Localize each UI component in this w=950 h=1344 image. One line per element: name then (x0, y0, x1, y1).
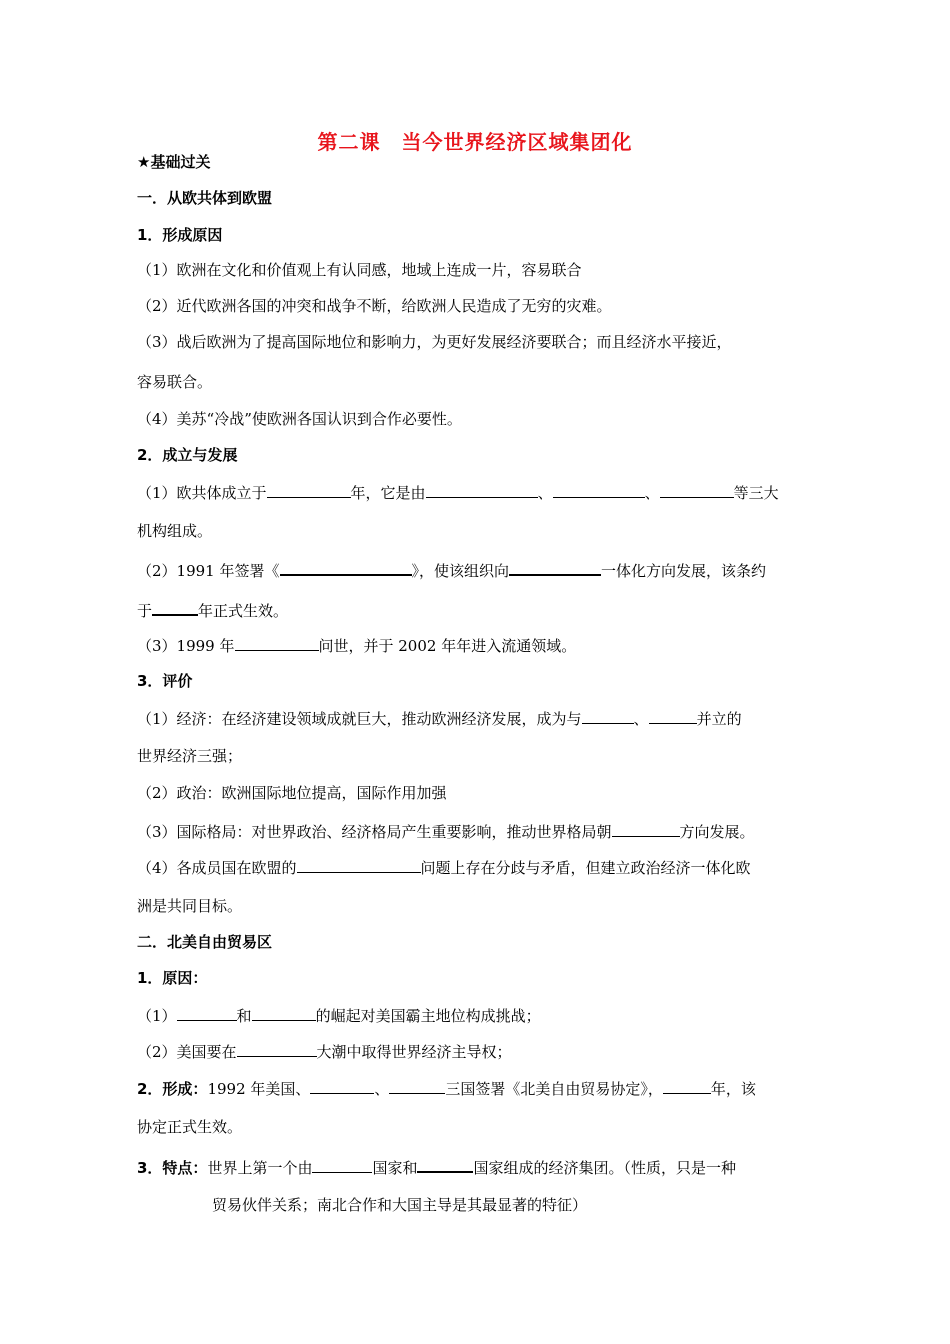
founding-3 (137, 634, 817, 656)
founding-2-cont (137, 598, 817, 621)
text: 国家和 (372, 1159, 418, 1177)
text: 、 (374, 1080, 390, 1098)
text: 、 (537, 484, 553, 502)
cause-2: （2）近代欧洲各国的冲突和战争不断，给欧洲人民造成了无穷的灾难。 (137, 297, 612, 315)
blank (235, 634, 319, 651)
cause-3: （3）战后欧洲为了提高国际地位和影响力，为更好发展经济要联合；而且经济水平接近， (137, 333, 732, 351)
blank (280, 558, 412, 576)
text: （1） (137, 1007, 177, 1025)
text: 、 (644, 484, 660, 502)
text: 1992 年美国、 (207, 1080, 311, 1098)
evaluation-3 (137, 820, 817, 842)
nafta-formation (137, 1077, 817, 1099)
text: 并立的 (696, 710, 742, 728)
cause-3-cont: 容易联合。 (137, 373, 213, 391)
text: 问题上存在分歧与矛盾，但建立政治经济一体化欧 (420, 859, 751, 877)
text: （2）1991 年签署《 (137, 562, 280, 580)
blank (297, 856, 421, 873)
heading-evaluation: 3．评价 (137, 672, 193, 690)
blank (553, 481, 645, 498)
blank (660, 481, 734, 498)
text: 等三大 (733, 484, 779, 502)
blank (509, 558, 601, 576)
section-basic-heading: ★基础过关 (137, 153, 211, 171)
blank (267, 481, 351, 498)
heading-causes: 1．形成原因 (137, 226, 223, 244)
blank (612, 820, 680, 837)
blank (426, 481, 538, 498)
text: 三国签署《北美自由贸易协定》， (445, 1080, 663, 1098)
nafta-features (137, 1155, 817, 1178)
cause-1: （1）欧洲在文化和价值观上有认同感，地域上连成一片，容易联合 (137, 261, 582, 279)
text: （4）各成员国在欧盟的 (137, 859, 297, 877)
text: 、 (633, 710, 649, 728)
blank (389, 1077, 445, 1094)
text: 国家组成的经济集团。（性质，只是一种 (473, 1159, 736, 1177)
cause-4: （4）美苏“冷战”使欧洲各国认识到合作必要性。 (137, 410, 462, 428)
nafta-cause-2 (137, 1040, 817, 1062)
text: 年，它是由 (350, 484, 426, 502)
text: 》，使该组织向 (411, 562, 510, 580)
text: 年正式生效。 (198, 602, 289, 620)
text: （1）经济：在经济建设领域成就巨大，推动欧洲经济发展，成为与 (137, 710, 582, 728)
heading-founding: 2．成立与发展 (137, 446, 238, 464)
blank (312, 1156, 372, 1173)
blank (252, 1004, 316, 1021)
text: （2）美国要在 (137, 1043, 237, 1061)
blank (663, 1077, 711, 1094)
evaluation-1 (137, 707, 817, 729)
text: 的崛起对美国霸主地位构成挑战； (315, 1007, 541, 1025)
label: 2．形成： (137, 1080, 208, 1098)
evaluation-4 (137, 856, 817, 878)
founding-1-cont: 机构组成。 (137, 522, 213, 540)
blank (237, 1040, 317, 1057)
evaluation-1-cont: 世界经济三强； (137, 747, 243, 765)
founding-2 (137, 558, 817, 581)
text: 问世，并于 2002 年年进入流通领域。 (318, 637, 577, 655)
blank (582, 707, 634, 724)
heading-nafta-causes: 1．原因： (137, 969, 208, 987)
blank (310, 1077, 374, 1094)
heading-eu: 一．从欧共体到欧盟 (137, 189, 273, 207)
blank (417, 1155, 473, 1173)
text: 方向发展。 (679, 823, 755, 841)
nafta-cause-1 (137, 1004, 817, 1026)
text: 年，该 (710, 1080, 756, 1098)
founding-1 (137, 481, 817, 503)
text: 大潮中取得世界经济主导权； (316, 1043, 512, 1061)
text: 世界上第一个由 (207, 1159, 313, 1177)
label: 3．特点： (137, 1159, 208, 1177)
text: （1）欧共体成立于 (137, 484, 267, 502)
heading-nafta: 二．北美自由贸易区 (137, 933, 273, 951)
text: 和 (236, 1007, 252, 1025)
nafta-features-cont: 贸易伙伴关系；南北合作和大国主导是其最显著的特征） (212, 1196, 588, 1214)
blank (649, 707, 697, 724)
text: （3）1999 年 (137, 637, 235, 655)
text: 一体化方向发展，该条约 (601, 562, 767, 580)
nafta-formation-cont: 协定正式生效。 (137, 1118, 243, 1136)
evaluation-4-cont: 洲是共同目标。 (137, 897, 243, 915)
text: 于 (137, 602, 153, 620)
blank (177, 1004, 237, 1021)
blank (152, 598, 198, 616)
page-title: 第二课 当今世界经济区域集团化 (317, 130, 633, 154)
evaluation-2: （2）政治：欧洲国际地位提高，国际作用加强 (137, 784, 447, 802)
text: （3）国际格局：对世界政治、经济格局产生重要影响，推动世界格局朝 (137, 823, 612, 841)
